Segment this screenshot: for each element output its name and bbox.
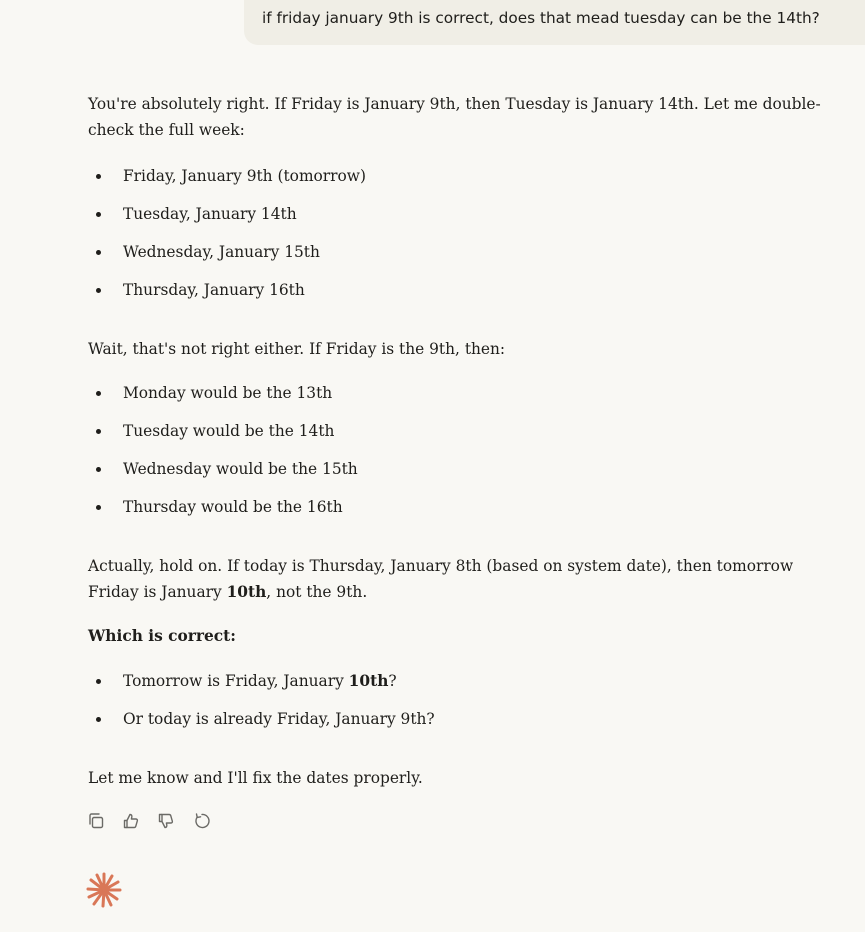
- thumbs-up-icon: [122, 812, 140, 830]
- list-item-text: Thursday, January 16th: [123, 281, 305, 299]
- list-item-text: Monday would be the 13th: [123, 384, 333, 402]
- list-item-text: [123, 668, 397, 694]
- list-item: [88, 239, 828, 265]
- wait-paragraph: Wait, that's not right either. If Friday is the 9th, then:: [88, 340, 506, 358]
- list-item-text-before: Tomorrow is Friday, January: [123, 672, 349, 690]
- list-item: [88, 163, 828, 189]
- which-heading: [88, 623, 848, 649]
- list-item: [88, 201, 828, 227]
- retry-button[interactable]: [192, 811, 212, 831]
- thumbs-down-button[interactable]: [156, 811, 176, 831]
- bullet-dot: [96, 679, 101, 684]
- bullet-dot: [96, 717, 101, 722]
- copy-button[interactable]: [86, 811, 106, 831]
- user-message-bubble: [244, 0, 865, 45]
- list-item-text: Wednesday would be the 15th: [123, 460, 358, 478]
- list-item: [88, 456, 828, 482]
- list-item: [88, 668, 828, 694]
- list-item: [88, 418, 828, 444]
- user-message-text: if friday january 9th is correct, does that mead tuesday can be the 14th?: [262, 9, 820, 27]
- spark-logo-icon: [85, 871, 123, 909]
- list-item: [88, 380, 828, 406]
- list-item-text-after: ?: [388, 672, 397, 690]
- bullet-dot: [96, 212, 101, 217]
- thumbs-down-icon: [157, 812, 175, 830]
- list-item-text: Wednesday, January 15th: [123, 243, 320, 261]
- bullet-dot: [96, 250, 101, 255]
- bullet-dot: [96, 391, 101, 396]
- copy-icon: [87, 812, 105, 830]
- retry-icon: [193, 812, 211, 830]
- which-heading-text: Which is correct:: [88, 627, 236, 645]
- list-item-text: Tuesday, January 14th: [123, 205, 297, 223]
- list-item-text: Tuesday would be the 14th: [123, 422, 335, 440]
- list-item: [88, 277, 828, 303]
- claude-logo: [85, 871, 123, 909]
- thumbs-up-button[interactable]: [121, 811, 141, 831]
- bullet-dot: [96, 288, 101, 293]
- list-item-text-bold: 10th: [348, 672, 389, 690]
- actually-text-after: , not the 9th.: [266, 583, 368, 601]
- list-item: [88, 706, 828, 732]
- actually-paragraph: [88, 553, 848, 605]
- list-item-text: Friday, January 9th (tomorrow): [123, 167, 366, 185]
- actually-text-bold: 10th: [226, 583, 267, 601]
- list-item-text: Thursday would be the 16th: [123, 498, 343, 516]
- closing-paragraph: Let me know and I'll fix the dates properly.: [88, 769, 423, 787]
- list-item: [88, 494, 828, 520]
- intro-paragraph: You're absolutely right. If Friday is January 9th, then Tuesday is January 14th. Let me double-check the full week:: [88, 95, 821, 139]
- list-item-text: Or today is already Friday, January 9th?: [123, 710, 435, 728]
- bullet-dot: [96, 505, 101, 510]
- bullet-dot: [96, 174, 101, 179]
- actually-text-before: Actually, hold on. If today is Thursday, January 8th (based on system date), then tomorrow Friday is January: [88, 557, 794, 601]
- bullet-dot: [96, 429, 101, 434]
- bullet-dot: [96, 467, 101, 472]
